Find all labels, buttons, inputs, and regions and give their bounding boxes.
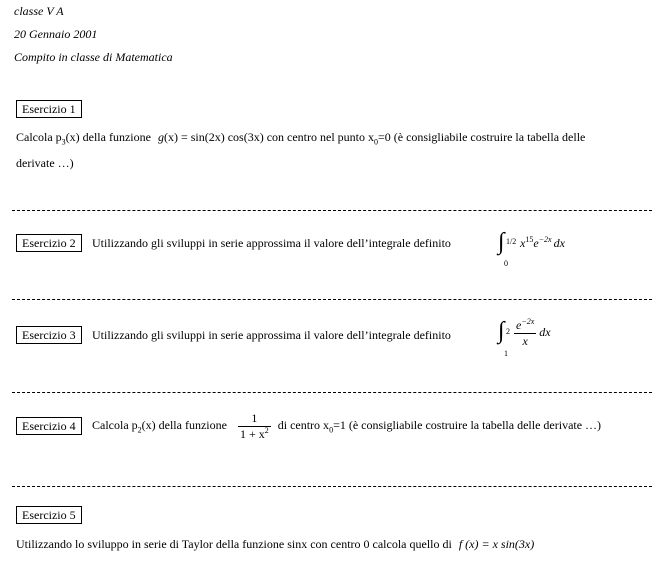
- integral-lower-limit: 0: [504, 259, 508, 269]
- ex1-text-a: Calcola p: [16, 130, 62, 144]
- integral-sign: ∫ 2 1: [498, 318, 520, 348]
- ex1-func-name: g: [157, 130, 164, 144]
- exercise-1-text-continued: derivate …): [16, 156, 74, 170]
- class-line: classe V A: [14, 4, 64, 18]
- exercise-1-label: Esercizio 1: [16, 100, 82, 118]
- integrand-e: e: [533, 236, 539, 250]
- ex4-den-text: 1 + x: [239, 426, 265, 441]
- integrand-dx: dx: [553, 236, 565, 250]
- numerator-power: −2x: [521, 316, 535, 326]
- exercise-3-text: Utilizzando gli sviluppi in serie approssima il valore dell’integrale definito: [92, 328, 451, 342]
- ex5-text: Utilizzando lo sviluppo in serie di Taylor della funzione sinx con centro 0 calcola quello di: [16, 537, 452, 551]
- exercise-4-text: [92, 408, 601, 442]
- integrand-dx: dx: [539, 325, 551, 339]
- ex4-sub-c: 0: [329, 425, 334, 435]
- ex4-den-power: 2: [264, 425, 269, 435]
- fraction-denominator: x: [522, 333, 528, 348]
- ex4-text-c: di centro x: [277, 418, 330, 432]
- ex4-fraction-numerator: 1: [238, 411, 271, 427]
- ex1-sub-c: 0: [374, 137, 379, 147]
- divider: [12, 299, 652, 300]
- ex4-text-a: Calcola p: [92, 418, 138, 432]
- numerator-e: e: [516, 317, 522, 332]
- exercise-2-label: Esercizio 2: [16, 234, 82, 252]
- integrand-x-power: 15: [525, 235, 534, 244]
- ex4-text-b: (x) della funzione: [141, 418, 227, 432]
- divider: [12, 486, 652, 487]
- divider: [12, 210, 652, 211]
- exercise-4-label: Esercizio 4: [16, 417, 82, 435]
- exercise-5-text: [16, 536, 534, 552]
- ex1-text-d: =0 (è consigliabile costruire la tabella delle: [378, 130, 586, 144]
- integral-upper-limit: 1/2: [506, 237, 517, 247]
- document-title: Compito in classe di Matematica: [14, 50, 173, 64]
- ex1-sub-a: 3: [61, 137, 66, 147]
- date-line: 20 Gennaio 2001: [14, 27, 98, 41]
- ex4-sub-a: 2: [137, 425, 142, 435]
- integral-sign: ∫ 1/2 0: [498, 229, 520, 259]
- integrand-x: x: [520, 236, 526, 250]
- exercise-5-label: Esercizio 5: [16, 506, 82, 524]
- ex5-function: f (x) = x sin(3x): [458, 537, 535, 551]
- exercise-2-integral: [498, 228, 565, 269]
- ex4-text-d: =1 (è consigliabile costruire la tabella delle derivate …): [333, 418, 602, 432]
- exercise-3-integral: [498, 316, 551, 359]
- ex4-fraction-denominator: [238, 427, 271, 442]
- exercise-2-text: Utilizzando gli sviluppi in serie approssima il valore dell’integrale definito: [92, 236, 451, 250]
- integral-upper-limit: 2: [506, 327, 510, 337]
- integrand-e-power: −2x: [538, 235, 552, 244]
- ex1-func-body: (x) = sin(2x) cos(3x): [163, 130, 264, 144]
- ex1-text-b: (x) della funzione: [65, 130, 151, 144]
- divider: [12, 392, 652, 393]
- exercise-3-label: Esercizio 3: [16, 326, 82, 344]
- integral-lower-limit: 1: [504, 349, 508, 359]
- ex1-function: [158, 130, 264, 144]
- ex1-text-c: con centro nel punto x: [266, 130, 375, 144]
- exercise-1-text: [16, 129, 585, 145]
- ex4-fraction: [238, 411, 271, 442]
